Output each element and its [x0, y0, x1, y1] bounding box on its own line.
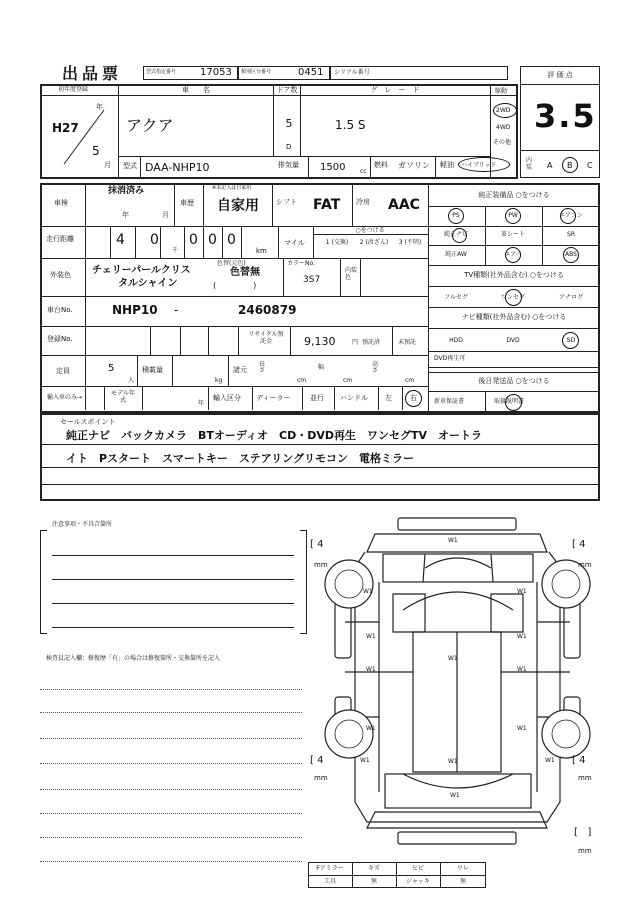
dimensions-label: 諸元 — [233, 366, 247, 374]
fuel-hybrid: ハイブリッド — [461, 162, 497, 169]
tire-fl-unit: mm — [314, 561, 328, 569]
score-value: 3.5 — [534, 97, 597, 135]
equip-abs: ABS — [565, 251, 577, 258]
interior-c: C — [587, 161, 593, 170]
doors-value: 5 — [285, 117, 293, 130]
sales-points-line2: イト Pスタート スマートキー ステアリングリモコン 電格ミラー — [66, 452, 414, 465]
damage-right-rear-fender: W1 — [517, 725, 527, 732]
tv-oneseg-circle — [505, 289, 522, 306]
chassis-dash: - — [174, 303, 179, 317]
color-code-value: 3S7 — [303, 275, 321, 285]
chassis-label: 車台No. — [47, 306, 73, 314]
drive-2wd-circle — [493, 103, 517, 118]
capacity-label: 定員 — [56, 367, 70, 375]
fuel-hybrid-circle — [458, 157, 510, 172]
equip-airbag: エアバ — [504, 251, 522, 258]
sheet-title: 出品票 — [62, 64, 123, 83]
engine-label: 排気量 — [278, 161, 299, 169]
equip-airbag-circle — [505, 247, 521, 263]
equip-navi: 純正ナビ — [443, 231, 469, 238]
reg-no-label: 登録No. — [47, 335, 73, 343]
mileage-digit-3: 0 — [189, 232, 198, 248]
legend-value-2: 無 — [370, 878, 378, 885]
mileage-option-3: 3 (不明) — [398, 239, 422, 246]
engine-unit: cc — [360, 168, 367, 175]
repaint-label: 色替(元色) — [217, 260, 246, 267]
aircon-value: AAC — [388, 197, 420, 213]
color-label: 外装色 — [50, 271, 71, 279]
inspection-label: 車検 — [54, 199, 68, 207]
equip-pw-circle — [505, 208, 521, 224]
car-model-code: DAA-NHP10 — [145, 161, 210, 174]
tire-fr-unit: mm — [578, 561, 592, 569]
equipment-title: 純正装備品 ○をつける — [478, 191, 550, 199]
first-reg-slash — [60, 108, 110, 168]
car-model-label: 型式 — [123, 162, 137, 170]
usage-label: 車歴 — [180, 199, 194, 207]
legend-value-1: 工具 — [323, 878, 337, 885]
type-approval-value: 17053 — [200, 67, 232, 78]
legend-header-4: ワレ — [456, 865, 470, 872]
dimensions-width: 幅 — [318, 364, 325, 371]
tire-fr-depth: [ 4 — [572, 539, 586, 550]
usage-note: ※未記入は自家用 — [212, 185, 252, 191]
sales-points-line1: 純正ナビ バックカメラ BTオーディオ CD・DVD再生 ワンセグTV オートラ — [66, 429, 483, 442]
repaint-value: 色替無 — [230, 267, 260, 278]
interior-b: B — [567, 161, 573, 170]
mileage-mile: マイル — [284, 239, 305, 247]
dimensions-width-unit: cm — [343, 377, 353, 384]
shift-label: シフト — [276, 198, 297, 206]
shift-value: FAT — [313, 197, 341, 213]
inspection-month-mark: 月 — [162, 211, 169, 219]
fuel-label: 燃料 — [374, 161, 388, 169]
mileage-unit: km — [256, 247, 267, 255]
color-value-line1: チェリーパールクリス — [92, 265, 191, 276]
load-label: 積載量 — [142, 366, 163, 374]
handle-label: ハンドル — [340, 394, 368, 402]
tv-analog: アナログ — [558, 294, 584, 301]
repaint-paren: ( ) — [213, 281, 258, 290]
score-label: 評 価 点 — [547, 71, 573, 79]
grade-value: 1.5 S — [335, 118, 366, 132]
chassis-number: 2460879 — [238, 303, 297, 317]
interior-label: 内装 — [526, 157, 533, 171]
model-year-label: モデル年式 — [111, 390, 135, 404]
interior-b-circle — [562, 157, 578, 173]
after-manual: 取扱説明書 — [494, 398, 525, 405]
tire-spare-depth: [ ] — [574, 827, 592, 838]
load-unit: kg — [215, 377, 223, 384]
class-number-label: 類別区分番号 — [241, 69, 272, 75]
notes-bracket-right — [300, 530, 307, 634]
first-reg-year-mark: 年 — [96, 103, 103, 111]
sales-points-label: セールスポイント — [60, 418, 116, 426]
vehicle-damage-diagram — [315, 512, 600, 857]
fuel-light-label: 軽油 — [440, 161, 454, 169]
recycle-label: リサイクル預託金 — [248, 331, 284, 346]
color-code-label: カラーNo. — [287, 260, 315, 267]
after-warranty: 新車保証書 — [434, 398, 465, 405]
tire-spare-unit: mm — [578, 847, 592, 855]
equip-sr: SR — [567, 231, 575, 238]
equip-aircon-circle — [560, 208, 576, 224]
engine-value: 1500 — [320, 162, 346, 173]
grade-label: グ レ ー ド — [370, 86, 420, 94]
interior-a: A — [547, 161, 553, 170]
damage-right-rocker: W1 — [545, 757, 555, 764]
inspector-title: 検査員記入欄：修復歴「有」の場合は修復箇所・交換箇所を記入 — [46, 655, 221, 662]
tv-oneseg: ワンセグ — [500, 294, 526, 301]
equip-aw: 純正AW — [445, 251, 467, 258]
fuel-value: ガソリン — [398, 161, 430, 170]
legend-header-1: Fアミラー — [316, 865, 344, 872]
mileage-option-1: 1 (交換) — [325, 239, 349, 246]
navi-title: ナビ種類(社外品含む) ○をつける — [461, 313, 567, 321]
after-manual-circle — [505, 394, 522, 411]
tire-rl-depth: [ 4 — [310, 755, 324, 766]
recycle-not-deposited: 未預託 — [398, 339, 417, 346]
class-number-value: 0451 — [298, 67, 324, 78]
equip-abs-circle — [563, 247, 579, 263]
inspection-value: 抹消済み — [108, 186, 145, 196]
import-division-label: 輸入区分 — [213, 394, 241, 402]
damage-left-front-door: W1 — [366, 633, 376, 640]
car-name-value: アクア — [126, 116, 174, 135]
legend-header-3: ヒビ — [411, 865, 425, 872]
equip-navi-circle — [452, 228, 467, 243]
damage-rear-bumper: W1 — [450, 792, 460, 799]
mileage-digit-4: 0 — [208, 232, 217, 248]
mileage-digit-5: 0 — [227, 232, 236, 248]
doors-label: ドア数 — [276, 86, 298, 94]
mileage-label: 走行距離 — [46, 235, 74, 243]
legend-value-3: ジャッキ — [406, 878, 430, 885]
aftermarket-title: 後日発送品 ○をつける — [478, 377, 550, 385]
damage-left-rear-door: W1 — [366, 666, 376, 673]
handle-right: 右 — [410, 394, 417, 402]
doors-unit: D — [286, 143, 292, 151]
dimensions-height-unit: cm — [405, 377, 415, 384]
handle-left: 左 — [385, 394, 392, 402]
damage-right-rear-door: W1 — [517, 666, 527, 673]
equip-leather: 革シート — [500, 231, 526, 238]
mileage-thousand: 千 — [172, 247, 179, 254]
damage-left-front-fender: W1 — [363, 588, 373, 595]
legend-value-4: 無 — [459, 878, 467, 885]
legend-header-2: キズ — [368, 865, 380, 872]
navi-dvd: DVD — [506, 337, 520, 344]
aircon-label: 冷房 — [356, 198, 370, 206]
recycle-unit: 円 — [352, 339, 359, 346]
tire-rr-depth: [ 4 — [572, 755, 586, 766]
color-value-line2: タルシャイン — [118, 278, 178, 289]
tire-rl-unit: mm — [314, 774, 328, 782]
usage-value: 自家用 — [217, 198, 259, 214]
mileage-digit-1: 4 — [116, 232, 125, 248]
drive-label: 駆動 — [495, 88, 508, 95]
damage-right-front-door: W1 — [517, 633, 527, 640]
import-parallel: 並行 — [310, 394, 324, 402]
tv-fullseg: フルセグ — [444, 294, 468, 301]
capacity-value: 5 — [108, 363, 115, 374]
tire-rr-unit: mm — [578, 774, 592, 782]
damage-left-rocker: W1 — [360, 757, 370, 764]
navi-sd: SD — [566, 337, 576, 344]
dvd-playback-label: DVD再生可 — [434, 355, 466, 362]
dimensions-height: 高さ — [372, 361, 379, 374]
first-reg-label: 初年度登録 — [58, 86, 89, 93]
dimensions-length: 長さ — [259, 361, 266, 374]
equip-aircon: エアコン — [559, 212, 583, 219]
damage-trunk: W1 — [448, 758, 458, 765]
import-dealer: ディーラー — [256, 394, 291, 402]
notes-bracket-left — [40, 530, 47, 634]
dimensions-length-unit: cm — [297, 377, 307, 384]
first-reg-month: 5 — [92, 144, 100, 158]
model-year-mark: 年 — [198, 400, 205, 407]
notes-title: 注意事項・不具合箇所 — [52, 521, 113, 528]
recycle-deposited: 預託済 — [362, 339, 381, 346]
equip-ps-circle — [448, 208, 464, 224]
mileage-circle-header: ○をつける — [355, 227, 385, 234]
damage-roof: W1 — [448, 655, 458, 662]
equip-ps: PS — [452, 212, 460, 219]
damage-right-front-fender: W1 — [517, 588, 527, 595]
mileage-option-2: 2 (改ざん) — [359, 239, 389, 246]
first-reg-era-year: H27 — [52, 121, 79, 135]
car-name-label: 車 名 — [182, 86, 210, 94]
tv-title: TV種類(社外品含む) ○をつける — [464, 271, 564, 279]
import-label: 輸入車のみ→ — [47, 394, 83, 401]
mileage-digit-2: 0 — [150, 232, 159, 248]
recycle-value: 9,130 — [304, 335, 336, 348]
inspection-year-mark: 年 — [122, 211, 129, 219]
first-reg-month-mark: 月 — [104, 161, 111, 169]
type-approval-label: 型式指定番号 — [146, 69, 177, 75]
chassis-prefix: NHP10 — [112, 303, 158, 317]
handle-right-circle — [405, 390, 422, 407]
equip-pw: PW — [508, 212, 518, 219]
damage-left-rear-fender: W1 — [366, 725, 376, 732]
damage-front-bumper: W1 — [448, 537, 458, 544]
interior-color-label: 内装色 — [345, 267, 358, 281]
drive-other: その他 — [493, 139, 512, 146]
tire-fl-depth: [ 4 — [310, 539, 324, 550]
drive-2wd: 2WD — [496, 107, 511, 114]
navi-hdd: HDD — [449, 337, 463, 344]
capacity-unit: 人 — [128, 377, 135, 384]
drive-4wd: 4WD — [496, 124, 511, 131]
navi-sd-circle — [562, 332, 579, 349]
serial-number-label: シリアル番号 — [334, 69, 370, 76]
